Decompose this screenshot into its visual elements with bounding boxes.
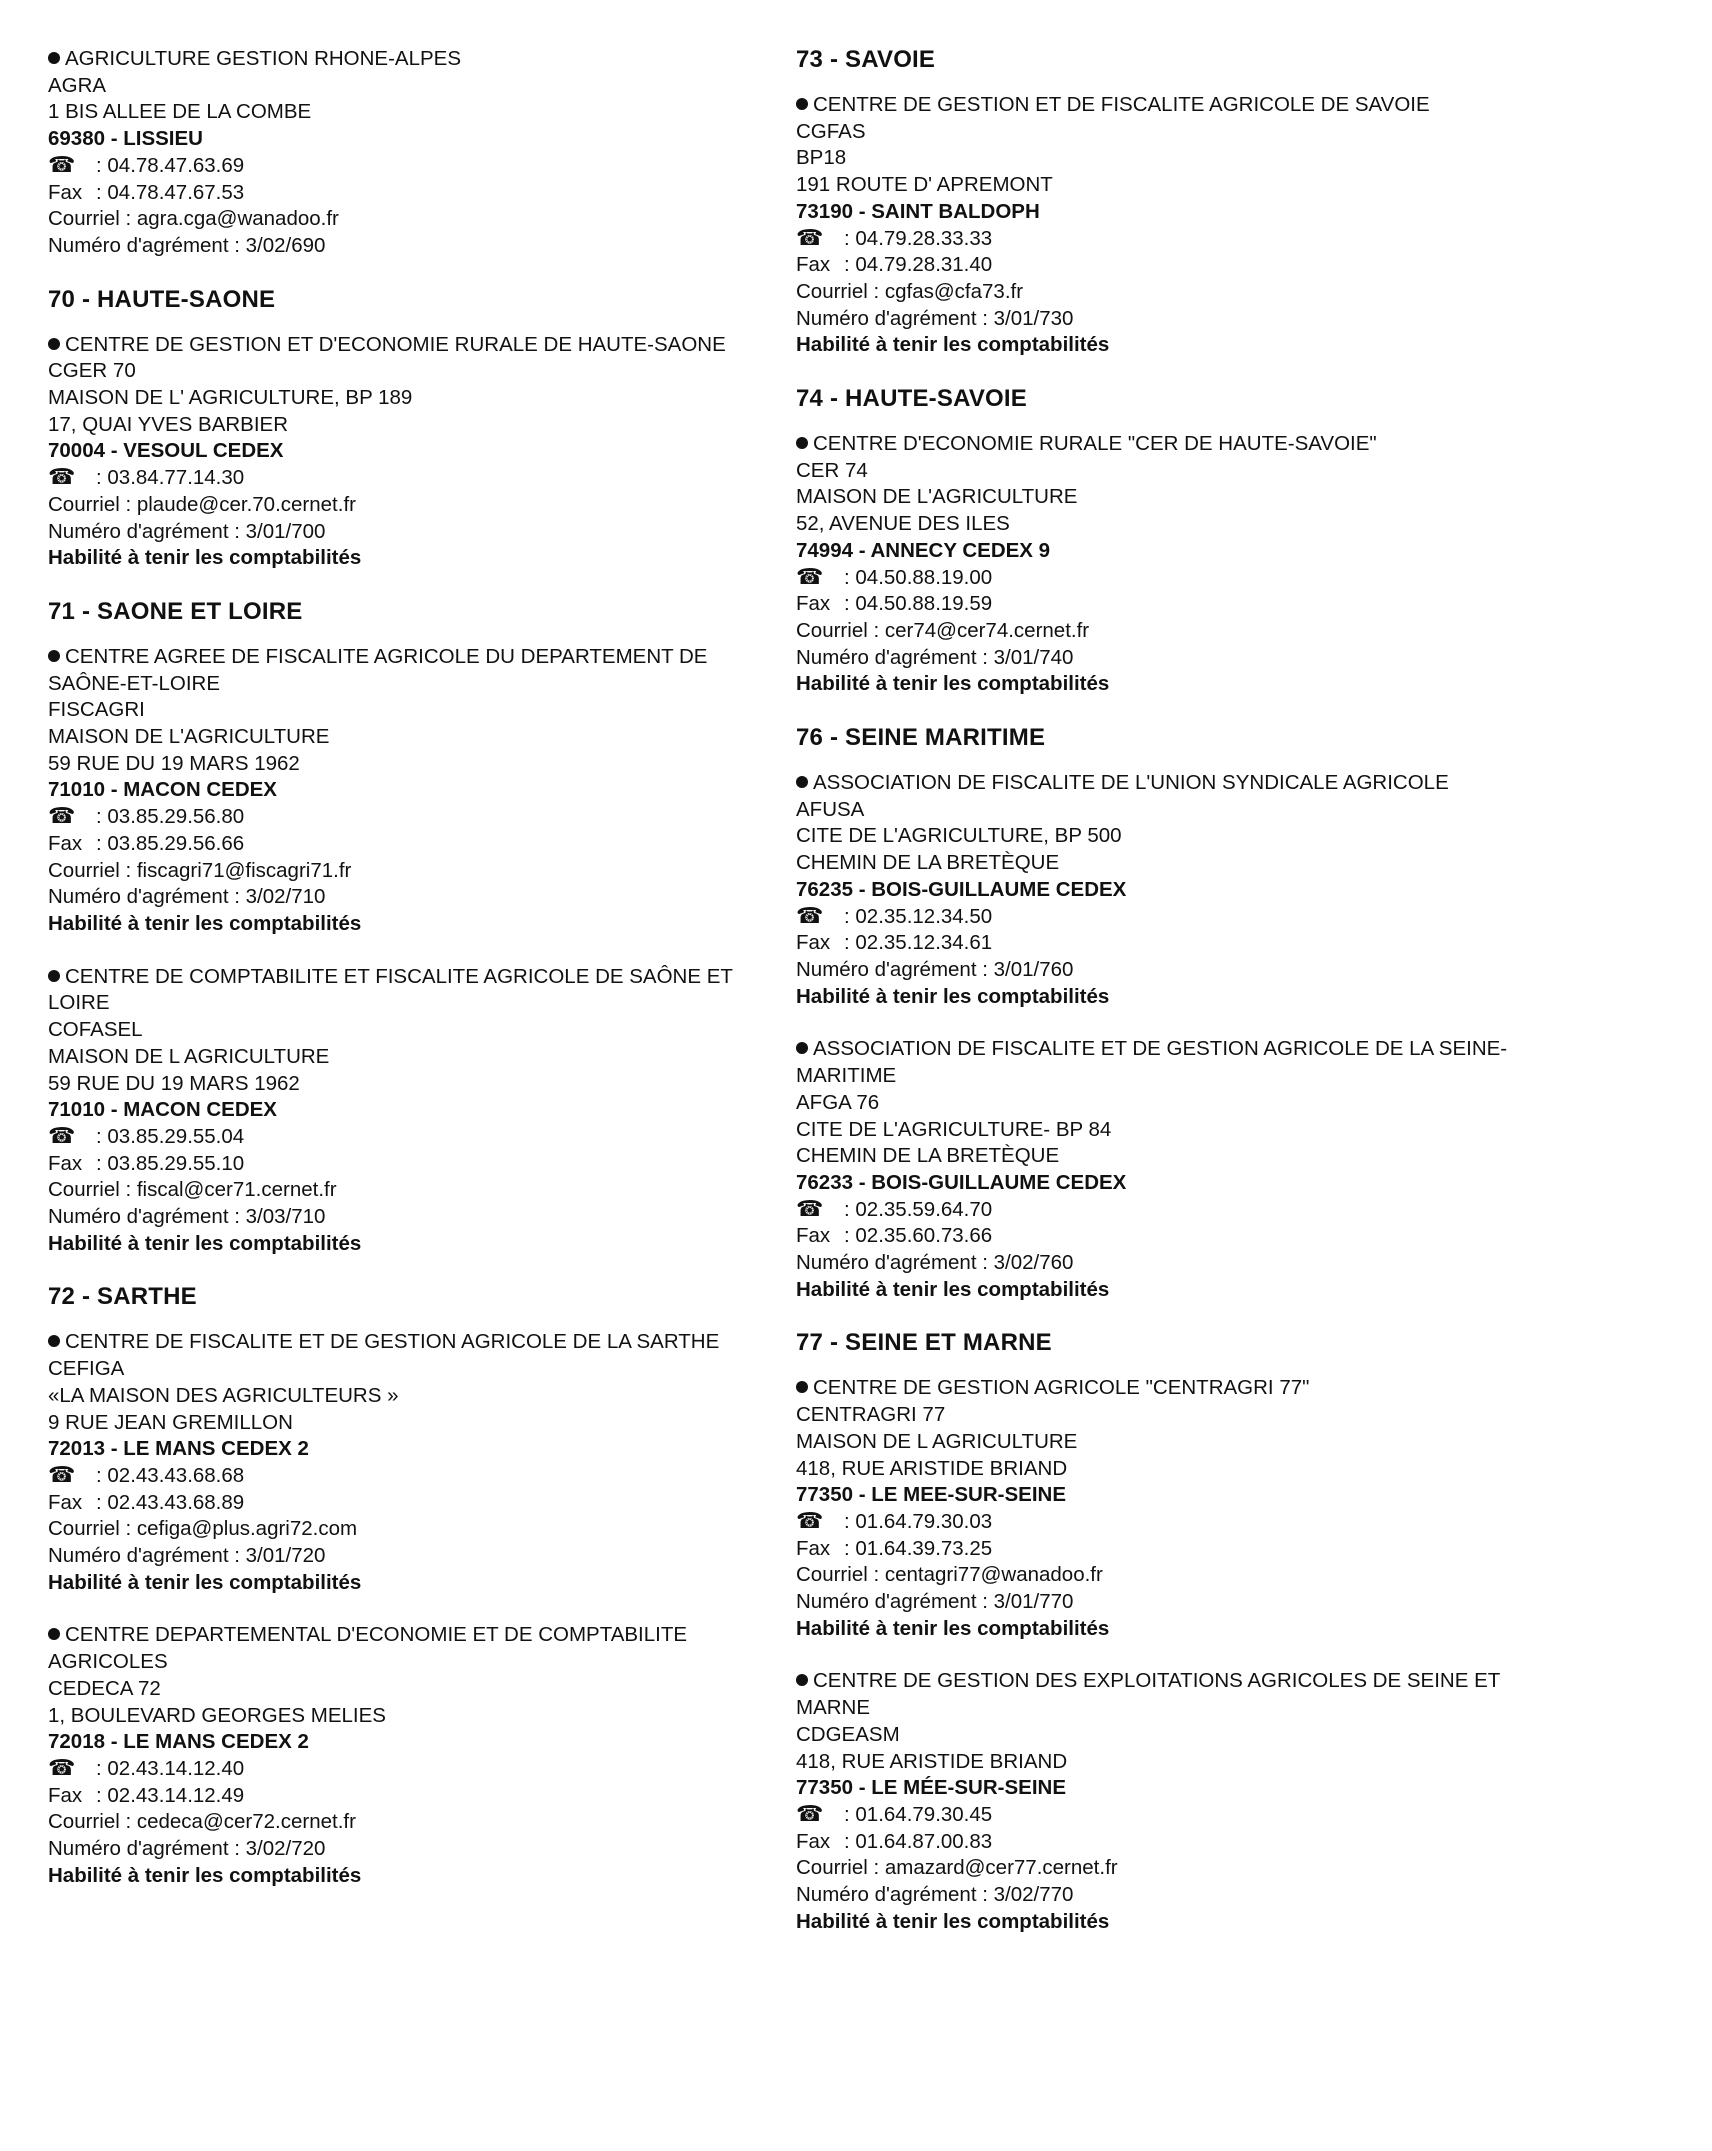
address-line: BP18 (796, 146, 847, 170)
address-line: Courriel : cgfas@cfa73.fr (796, 279, 1024, 303)
telephone-icon: ☎ (48, 151, 76, 177)
bold-line: Habilité à tenir les comptabilités (48, 911, 362, 935)
centre-name: ASSOCIATION DE FISCALITE DE L'UNION SYNDICALE AGRICOLE (813, 771, 1449, 795)
centre-name: CENTRE AGREE DE FISCALITE AGRICOLE DU DEPARTEMENT DE SAÔNE-ET-LOIRE (48, 644, 708, 695)
fax-line (796, 1536, 1536, 1563)
left-column (48, 46, 788, 1915)
address-line: CHEMIN DE LA BRETÈQUE (796, 851, 1060, 875)
address-line: Numéro d'agrément : 3/02/720 (48, 1837, 326, 1861)
centre-name: CENTRE DE GESTION DES EXPLOITATIONS AGRICOLES DE SEINE ET MARNE (796, 1669, 1500, 1720)
bold-line: 76235 - BOIS-GUILLAUME CEDEX (796, 877, 1127, 901)
address-line: CER 74 (796, 458, 868, 482)
fax-line (796, 1223, 1536, 1250)
phone-number: : 04.50.88.19.00 (844, 565, 993, 589)
centre-name-line (796, 1036, 1536, 1089)
region-heading: 73 - SAVOIE (796, 46, 936, 73)
phone-number: : 04.78.47.63.69 (96, 153, 245, 177)
phone-line (48, 465, 788, 492)
address-line: CGFAS (796, 119, 866, 143)
address-line: MAISON DE L'AGRICULTURE (796, 485, 1078, 509)
bold-line: 69380 - LISSIEU (48, 127, 203, 151)
address-line: CITE DE L'AGRICULTURE- BP 84 (796, 1117, 1112, 1141)
bullet-icon (796, 98, 808, 110)
centre-name: CENTRE DE GESTION ET DE FISCALITE AGRICOLE DE SAVOIE (813, 93, 1430, 116)
phone-line (796, 565, 1536, 592)
fax-line (48, 1783, 788, 1810)
fax-number: : 01.64.39.73.25 (844, 1536, 993, 1560)
phone-line (48, 804, 788, 831)
address-line: Numéro d'agrément : 3/03/710 (48, 1205, 326, 1229)
fax-number: : 04.79.28.31.40 (844, 253, 993, 277)
bold-line: Habilité à tenir les comptabilités (48, 1570, 362, 1594)
phone-line (48, 1756, 788, 1783)
region-heading: 71 - SAONE ET LOIRE (48, 597, 303, 625)
region-heading: 77 - SEINE ET MARNE (796, 1329, 1052, 1357)
centre-name: CENTRE DE FISCALITE ET DE GESTION AGRICOLE DE LA SARTHE (65, 1330, 720, 1354)
address-line: FISCAGRI (48, 698, 145, 722)
address-line: 1 BIS ALLEE DE LA COMBE (48, 100, 312, 124)
fax-number: : 04.50.88.19.59 (844, 592, 993, 616)
phone-line (796, 1802, 1536, 1829)
bold-line: Habilité à tenir les comptabilités (796, 984, 1110, 1008)
address-line: Courriel : fiscagri71@fiscagri71.fr (48, 858, 352, 882)
address-line: Courriel : amazard@cer77.cernet.fr (796, 1856, 1118, 1880)
telephone-icon: ☎ (48, 803, 76, 829)
fax-number: : 02.43.43.68.89 (96, 1490, 245, 1514)
bullet-icon (796, 1042, 808, 1054)
bullet-icon (48, 970, 60, 982)
centre-name-line (796, 1668, 1536, 1721)
address-line: Numéro d'agrément : 3/01/730 (796, 306, 1074, 330)
telephone-icon: ☎ (48, 1122, 76, 1148)
telephone-icon: ☎ (796, 1800, 824, 1826)
region-heading: 72 - SARTHE (48, 1283, 197, 1311)
centre-name: CENTRE DE COMPTABILITE ET FISCALITE AGRICOLE DE SAÔNE ET LOIRE (48, 964, 733, 1015)
address-line: AGRA (48, 73, 107, 97)
bullet-icon (48, 1628, 60, 1640)
centre-entry (796, 1036, 1536, 1303)
fax-label: Fax (48, 1151, 83, 1175)
address-line: COFASEL (48, 1018, 143, 1042)
fax-line (48, 1490, 788, 1517)
centre-name-line (48, 332, 788, 359)
fax-line (48, 831, 788, 858)
centre-name: CENTRE DE GESTION ET D'ECONOMIE RURALE DE HAUTE-SAONE (65, 332, 726, 356)
bold-line: 71010 - MACON CEDEX (48, 778, 277, 802)
address-line: CITE DE L'AGRICULTURE, BP 500 (796, 824, 1122, 848)
centre-entry (48, 332, 788, 572)
bullet-icon (796, 437, 808, 449)
centre-entry (796, 431, 1536, 698)
bullet-icon (48, 52, 60, 64)
bold-line: 72018 - LE MANS CEDEX 2 (48, 1730, 309, 1754)
address-line: 191 ROUTE D' APREMONT (796, 173, 1053, 197)
bullet-icon (48, 1335, 60, 1347)
address-line: Numéro d'agrément : 3/01/740 (796, 645, 1074, 669)
telephone-icon: ☎ (796, 563, 824, 589)
address-line: CEDECA 72 (48, 1676, 161, 1700)
centre-entry (796, 92, 1536, 359)
fax-line (796, 252, 1536, 279)
centre-entry (48, 46, 788, 260)
fax-number: : 03.85.29.56.66 (96, 831, 245, 855)
centre-name: AGRICULTURE GESTION RHONE-ALPES (65, 47, 462, 70)
centre-entry (796, 1375, 1536, 1642)
address-line: Courriel : plaude@cer.70.cernet.fr (48, 492, 356, 516)
fax-label: Fax (48, 831, 83, 855)
telephone-icon: ☎ (796, 1195, 824, 1221)
fax-number: : 02.43.14.12.49 (96, 1783, 245, 1807)
centre-name-line (796, 770, 1536, 797)
address-line: «LA MAISON DES AGRICULTEURS » (48, 1383, 399, 1407)
address-line: Numéro d'agrément : 3/01/700 (48, 519, 326, 543)
fax-label: Fax (48, 180, 83, 204)
address-line: 59 RUE DU 19 MARS 1962 (48, 751, 300, 775)
centre-entry (48, 1329, 788, 1596)
bold-line: Habilité à tenir les comptabilités (48, 546, 362, 570)
address-line: MAISON DE L' AGRICULTURE, BP 189 (48, 386, 413, 410)
fax-number: : 02.35.60.73.66 (844, 1224, 993, 1248)
phone-line (796, 1509, 1536, 1536)
phone-line (796, 1197, 1536, 1224)
address-line: 418, RUE ARISTIDE BRIAND (796, 1749, 1068, 1773)
bold-line: Habilité à tenir les comptabilités (48, 1231, 362, 1255)
bullet-icon (48, 650, 60, 662)
centre-name-line (48, 1329, 788, 1356)
fax-label: Fax (48, 1490, 83, 1514)
centre-name: CENTRE DEPARTEMENTAL D'ECONOMIE ET DE COMPTABILITE AGRICOLES (48, 1623, 688, 1674)
address-line: Courriel : cedeca@cer72.cernet.fr (48, 1810, 356, 1834)
address-line: CEFIGA (48, 1357, 125, 1381)
phone-line (796, 904, 1536, 931)
fax-number: : 04.78.47.67.53 (96, 180, 245, 204)
bullet-icon (796, 1381, 808, 1393)
address-line: Numéro d'agrément : 3/02/710 (48, 885, 326, 909)
bullet-icon (796, 776, 808, 788)
telephone-icon: ☎ (48, 464, 76, 490)
centre-name: CENTRE D'ECONOMIE RURALE "CER DE HAUTE-SAVOIE" (813, 432, 1377, 456)
fax-line (48, 1151, 788, 1178)
phone-number: : 03.85.29.55.04 (96, 1124, 245, 1148)
centre-name-line (48, 644, 788, 697)
fax-label: Fax (796, 253, 831, 277)
address-line: MAISON DE L'AGRICULTURE (48, 725, 330, 749)
centre-name-line (796, 1375, 1536, 1402)
address-line: MAISON DE L AGRICULTURE (796, 1429, 1078, 1453)
phone-line (796, 226, 1536, 253)
centre-name-line (48, 46, 788, 73)
right-column (796, 46, 1536, 1961)
fax-number: : 03.85.29.55.10 (96, 1151, 245, 1175)
centre-name-line (48, 1622, 788, 1675)
bold-line: Habilité à tenir les comptabilités (796, 672, 1110, 696)
centre-entry (796, 770, 1536, 1010)
bold-line: Habilité à tenir les comptabilités (796, 1909, 1110, 1933)
region-heading: 70 - HAUTE-SAONE (48, 285, 276, 313)
address-line: Numéro d'agrément : 3/02/770 (796, 1883, 1074, 1907)
fax-line (796, 930, 1536, 957)
centre-name: ASSOCIATION DE FISCALITE ET DE GESTION AGRICOLE DE LA SEINE-MARITIME (796, 1037, 1508, 1088)
fax-number: : 02.35.12.34.61 (844, 931, 993, 955)
phone-number: : 02.35.12.34.50 (844, 904, 993, 928)
centre-name: CENTRE DE GESTION AGRICOLE "CENTRAGRI 77" (813, 1376, 1310, 1400)
region-heading: 74 - HAUTE-SAVOIE (796, 385, 1027, 413)
phone-number: : 02.35.59.64.70 (844, 1197, 993, 1221)
centre-entry (796, 1668, 1536, 1935)
address-line: Numéro d'agrément : 3/01/720 (48, 1544, 326, 1568)
fax-line (796, 1829, 1536, 1856)
address-line: AFGA 76 (796, 1090, 880, 1114)
bold-line: Habilité à tenir les comptabilités (48, 1863, 362, 1887)
address-line: 9 RUE JEAN GREMILLON (48, 1410, 293, 1434)
fax-label: Fax (796, 1536, 831, 1560)
centre-entry (48, 964, 788, 1258)
fax-label: Fax (796, 931, 831, 955)
bold-line: 72013 - LE MANS CEDEX 2 (48, 1437, 309, 1461)
address-line: CGER 70 (48, 359, 136, 383)
bold-line: Habilité à tenir les comptabilités (796, 1277, 1110, 1301)
phone-number: : 03.84.77.14.30 (96, 466, 245, 490)
fax-label: Fax (796, 592, 831, 616)
bold-line: Habilité à tenir les comptabilités (796, 333, 1110, 357)
telephone-icon: ☎ (48, 1754, 76, 1780)
bold-line: 77350 - LE MÉE-SUR-SEINE (796, 1776, 1066, 1800)
fax-line (48, 180, 788, 207)
centre-entry (48, 644, 788, 938)
centre-name-line (796, 92, 1536, 119)
bold-line: 73190 - SAINT BALDOPH (796, 199, 1040, 223)
address-line: CDGEASM (796, 1722, 900, 1746)
centre-name-line (48, 964, 788, 1017)
address-line: 59 RUE DU 19 MARS 1962 (48, 1071, 300, 1095)
address-line: CHEMIN DE LA BRETÈQUE (796, 1144, 1060, 1168)
address-line: CENTRAGRI 77 (796, 1403, 946, 1427)
bullet-icon (796, 1674, 808, 1686)
address-line: 1, BOULEVARD GEORGES MELIES (48, 1703, 386, 1727)
phone-number: : 03.85.29.56.80 (96, 805, 245, 829)
address-line: 52, AVENUE DES ILES (796, 512, 1010, 536)
centre-entry (48, 1622, 788, 1889)
address-line: Courriel : cefiga@plus.agri72.com (48, 1517, 358, 1541)
region-heading: 76 - SEINE MARITIME (796, 724, 1046, 752)
phone-number: : 02.43.43.68.68 (96, 1463, 245, 1487)
fax-label: Fax (48, 1783, 83, 1807)
bold-line: 70004 - VESOUL CEDEX (48, 439, 284, 463)
bullet-icon (48, 338, 60, 350)
address-line: AFUSA (796, 797, 865, 821)
fax-label: Fax (796, 1224, 831, 1248)
address-line: Numéro d'agrément : 3/01/760 (796, 957, 1074, 981)
telephone-icon: ☎ (48, 1461, 76, 1487)
fax-label: Fax (796, 1829, 831, 1853)
fax-line (796, 591, 1536, 618)
bold-line: 71010 - MACON CEDEX (48, 1098, 277, 1122)
address-line: Courriel : centagri77@wanadoo.fr (796, 1563, 1103, 1587)
address-line: Courriel : cer74@cer74.cernet.fr (796, 618, 1090, 642)
telephone-icon: ☎ (796, 1507, 824, 1533)
telephone-icon: ☎ (796, 902, 824, 928)
phone-line (48, 1124, 788, 1151)
phone-number: : 01.64.79.30.03 (844, 1509, 993, 1533)
telephone-icon: ☎ (796, 224, 824, 250)
bold-line: 76233 - BOIS-GUILLAUME CEDEX (796, 1170, 1127, 1194)
address-line: Numéro d'agrément : 3/01/770 (796, 1590, 1074, 1614)
address-line: MAISON DE L AGRICULTURE (48, 1044, 330, 1068)
phone-number: : 04.79.28.33.33 (844, 226, 993, 250)
fax-number: : 01.64.87.00.83 (844, 1829, 993, 1853)
address-line: 17, QUAI YVES BARBIER (48, 412, 289, 436)
phone-number: : 01.64.79.30.45 (844, 1802, 993, 1826)
address-line: Courriel : fiscal@cer71.cernet.fr (48, 1178, 337, 1202)
address-line: Courriel : agra.cga@wanadoo.fr (48, 207, 339, 231)
phone-number: : 02.43.14.12.40 (96, 1756, 245, 1780)
bold-line: 74994 - ANNECY CEDEX 9 (796, 538, 1051, 562)
phone-line (48, 153, 788, 180)
bold-line: 77350 - LE MEE-SUR-SEINE (796, 1483, 1066, 1507)
centre-name-line (796, 431, 1536, 458)
address-line: Numéro d'agrément : 3/02/690 (48, 233, 326, 257)
address-line: 418, RUE ARISTIDE BRIAND (796, 1456, 1068, 1480)
address-line: Numéro d'agrément : 3/02/760 (796, 1251, 1074, 1275)
phone-line (48, 1463, 788, 1490)
bold-line: Habilité à tenir les comptabilités (796, 1616, 1110, 1640)
